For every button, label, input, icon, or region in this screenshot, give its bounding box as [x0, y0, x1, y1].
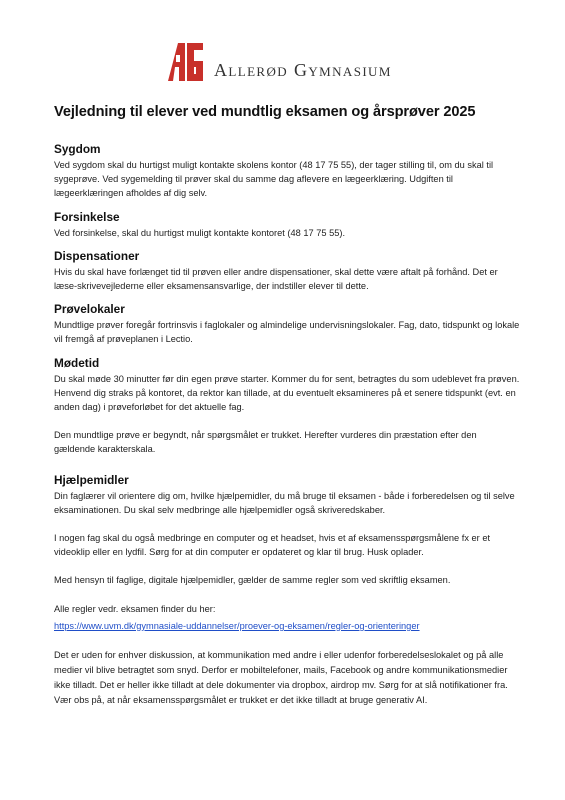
section-moedetid — [54, 356, 520, 457]
ag-monogram-icon — [166, 41, 204, 83]
paragraph: Det er uden for enhver diskussion, at kommunikation med andre i eller udenfor forberedelseslokalet og på alle medier vil blive betragtet som snyd. Derfor er mobiltelefoner, mails, Facebook og andre kommunikationsmedier ikke tilladt. Det er heller ikke tilladt at dele dokumenter via dropbox, airdrop mv. Sørg for at slå notifikationer fra. Vær obs på, at når eksamensspørgsmålet er trukket er det ikke tilladt at bruge generativ AI. — [54, 649, 508, 705]
paragraph: Din faglærer vil orientere dig om, hvilke hjælpemidler, du må bruge til eksamen - både i forberedelsen og til selve eksaminationen. Du skal selv medbringe alle hjælpemidler også skriveredskaber. — [54, 490, 515, 515]
section-heading: Mødetid — [54, 355, 100, 370]
section-forsinkelse — [54, 210, 520, 240]
section-heading: Forsinkelse — [54, 209, 120, 224]
section-heading: Hjælpemidler — [54, 472, 129, 487]
paragraph: Mundtlige prøver foregår fortrinsvis i faglokaler og almindelige undervisningslokaler. Fag, dato, tidspunkt og lokale vil fremgå af prøveplanen i Lectio. — [54, 320, 520, 345]
section-heading: Dispensationer — [54, 248, 140, 263]
paragraph: Alle regler vedr. eksamen finder du her: — [54, 603, 216, 614]
paragraph: Hvis du skal have forlænget tid til prøven eller andre dispensationer, skal dette være aftalt på forhånd. Det er læse-skrivevejlederne eller eksamensansvarlige, der indstiller elever til dette. — [54, 266, 498, 292]
logo-text: Allerød Gymnasium — [214, 59, 392, 80]
paragraph: I nogen fag skal du også medbringe en computer og et headset, hvis et af eksamensspørgsmålene fx er et videoklip eller en lydfil. Sørg for at din computer er opdateret og klar til brug. Husk oplader. — [54, 533, 491, 558]
page-title: Vejledning til elever ved mundtlig eksamen og årsprøver 2025 — [54, 104, 476, 120]
section-heading: Prøvelokaler — [54, 302, 125, 317]
school-logo — [166, 40, 392, 84]
paragraph: Ved forsinkelse, skal du hurtigst muligt kontakte kontoret (48 17 75 55). — [54, 227, 346, 238]
paragraph: Du skal møde 30 minutter før din egen prøve starter. Kommer du for sent, betragtes du som udeblevet fra prøven. Henvend dig straks på kontoret, da rektor kan tillade, at du eventuelt eksamineres på et senere tidspunkt (evt. en anden dag) i prøveforløbet for det aktuelle fag. — [54, 373, 520, 413]
section-hjaelpemidler — [54, 473, 520, 708]
section-proevelokaler — [54, 302, 520, 346]
uvm-rules-link[interactable]: https://www.uvm.dk/gymnasiale-uddannelser/proever-og-eksamen/regler-og-orienteringer — [54, 620, 420, 631]
section-heading: Sygdom — [54, 142, 101, 156]
paragraph: Med hensyn til faglige, digitale hjælpemidler, gælder de samme regler som ved skriftlig eksamen. — [54, 575, 451, 586]
section-dispensationer — [54, 249, 520, 293]
document-body — [54, 104, 520, 717]
paragraph: Ved sygdom skal du hurtigst muligt kontakte skolens kontor (48 17 75 55), der tager stilling til, om du skal til sygeprøve. Ved sygemelding til prøver skal du samme dag aflevere en lægeerklæring. Udgiften til lægeerklæringen afholdes af dig selv. — [54, 160, 494, 199]
section-sygdom — [54, 142, 520, 201]
paragraph: Den mundtlige prøve er begyndt, når spørgsmålet er trukket. Herefter vurderes din præstation efter den gældende karakterskala. — [54, 430, 477, 455]
